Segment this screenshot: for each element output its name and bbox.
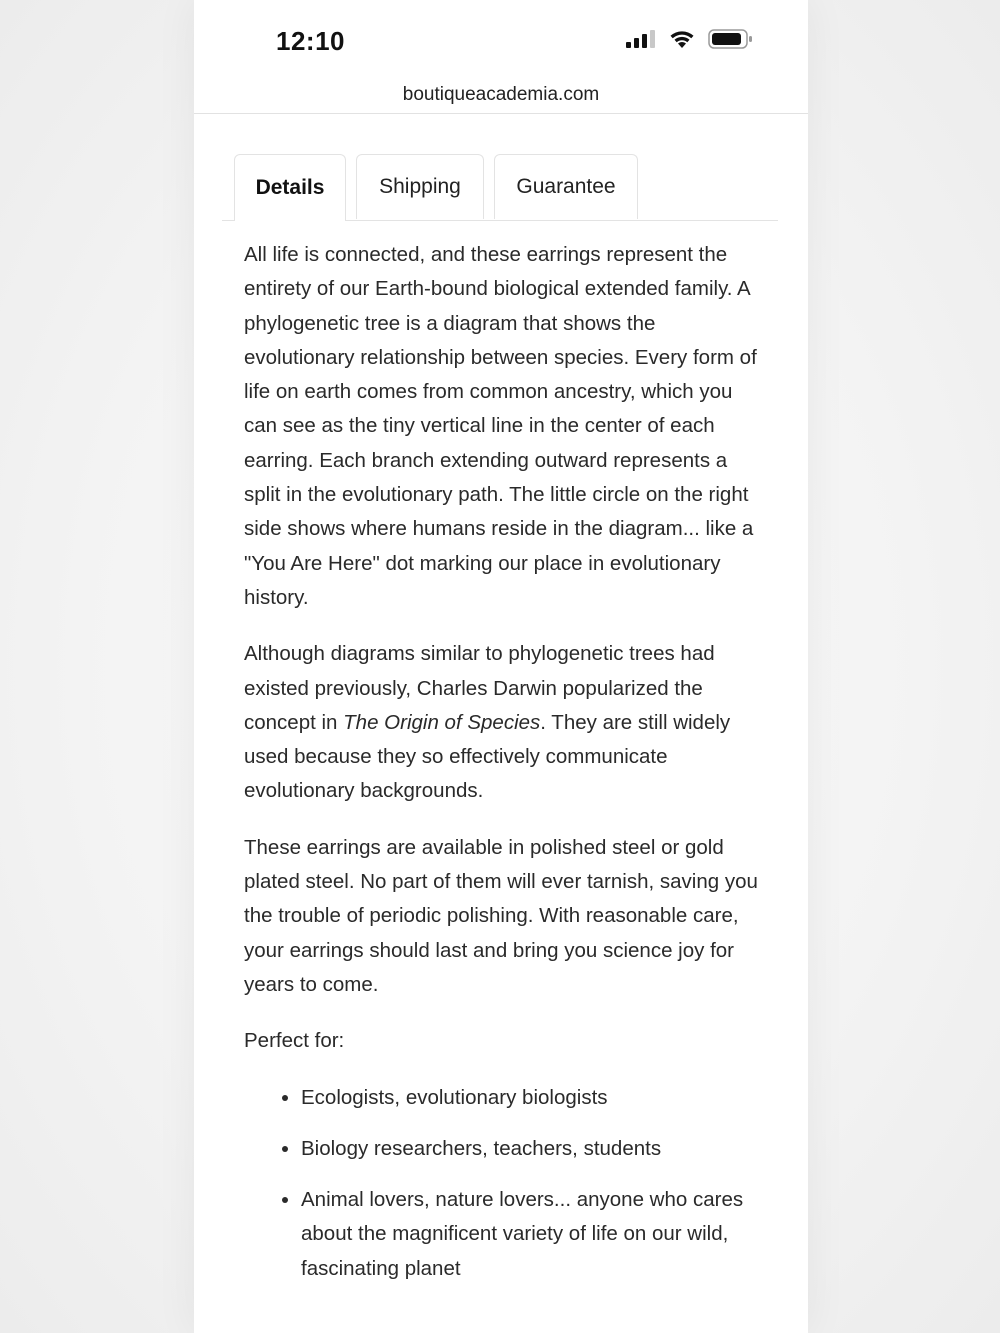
product-tabs	[222, 154, 778, 221]
perfect-for-label: Perfect for:	[244, 1029, 345, 1053]
details-paragraph-3: These earrings are available in polished steel or gold plated steel. No part of them will ever tarnish, saving you the trouble of periodic polishing. With reasonable care, your earrings should last and bring you science joy for years to come.	[244, 835, 758, 996]
details-paragraph-1: All life is connected, and these earrings represent the entirety of our Earth-bound biological extended family. A phylogenetic tree is a diagram that shows the evolutionary relationship between species. Every form of life on earth comes from common ancestry, which you can see as the tiny vertical line in the center of each earring. Each branch extending outward represents a split in the evolutionary path. The little circle on the right side shows where humans reside in the diagram... like a "You Are Here" dot marking our place in evolutionary history.	[244, 243, 757, 609]
cellular-signal-icon	[626, 29, 656, 54]
status-time: 12:10	[276, 26, 345, 56]
perfect-for-list	[244, 1081, 764, 1286]
list-item: • Animal lovers, nature lovers... anyone who cares about the magnificent variety of life on our wild, fascinating planet	[301, 1183, 764, 1286]
status-bar	[194, 0, 808, 80]
book-title: The Origin of Species	[343, 710, 541, 734]
battery-icon	[708, 28, 754, 55]
wifi-icon	[668, 28, 696, 55]
list-item: • Biology researchers, teachers, students	[301, 1132, 764, 1166]
list-item: • Ecologists, evolutionary biologists	[301, 1081, 764, 1115]
url-bar[interactable]: boutiqueacademia.com	[402, 84, 600, 105]
details-paragraph-2	[244, 637, 764, 808]
details-content	[244, 238, 764, 1303]
tab-guarantee[interactable]: Guarantee	[494, 154, 638, 219]
tab-details[interactable]: Details	[234, 154, 346, 221]
status-icons	[626, 28, 754, 55]
phone-screen	[194, 0, 808, 1333]
paragraph-2-text-start: Although diagrams similar to phylogenetic trees had existed previously, Charles Darwin popularized the concept in	[244, 642, 715, 734]
paragraph-2-text-end: . They are still widely used because they so effectively communicate evolutionary backgrounds.	[244, 710, 731, 803]
tab-shipping[interactable]: Shipping	[356, 154, 484, 219]
url-divider	[194, 113, 808, 114]
